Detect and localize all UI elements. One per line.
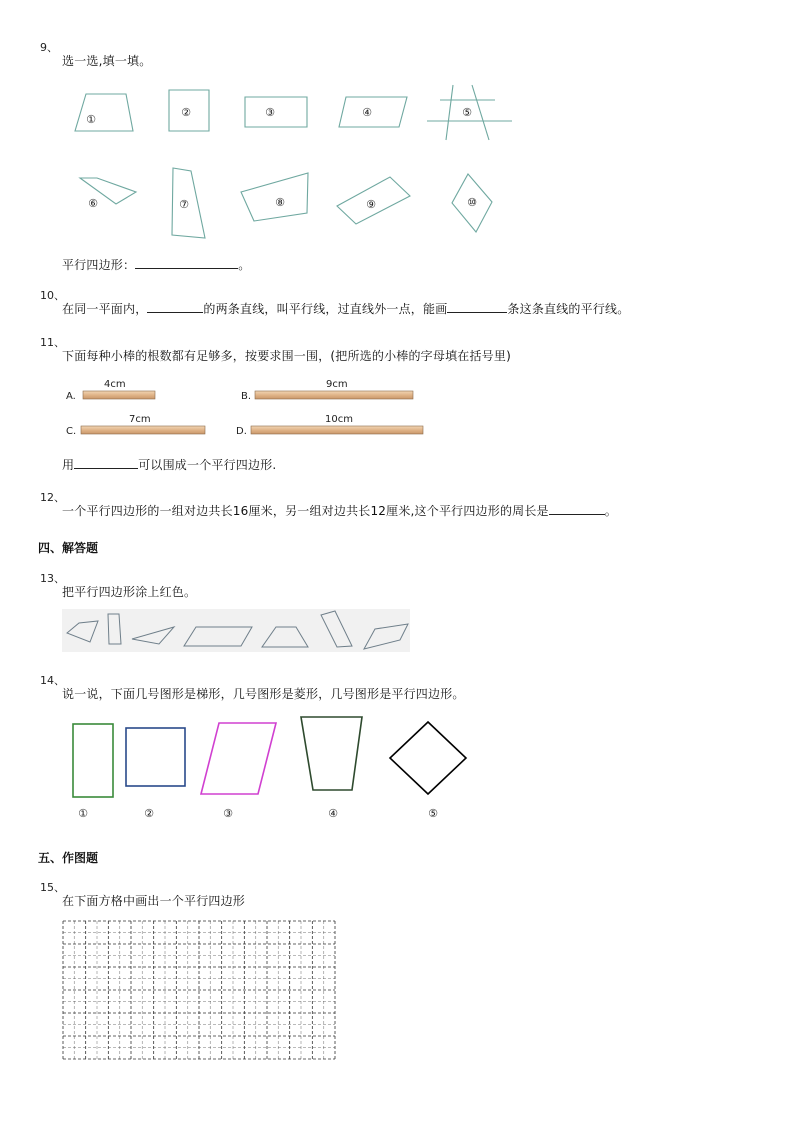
q14-label-1: ① bbox=[78, 807, 88, 820]
q15-dashed-grid[interactable] bbox=[62, 920, 338, 1062]
q10-part1: 在同一平面内， bbox=[62, 302, 148, 316]
q9-label-6: ⑥ bbox=[88, 197, 98, 210]
q10-blank-2[interactable] bbox=[447, 301, 507, 313]
q14-label-4: ④ bbox=[328, 807, 338, 820]
stick-b-length: 9cm bbox=[326, 379, 348, 390]
q14-label-5: ⑤ bbox=[428, 807, 438, 820]
q9-label-1: ① bbox=[86, 113, 96, 126]
q12-prompt: 一个平行四边形的一组对边共长16厘米，另一组对边共长12厘米,这个平行四边形的周长是 bbox=[62, 504, 549, 518]
q9-shape-3 bbox=[245, 97, 307, 127]
q9-answer-prefix: 平行四边形： bbox=[62, 258, 136, 272]
q14-rhombus bbox=[390, 722, 466, 794]
q11-answer-suffix: 可以围成一个平行四边形. bbox=[138, 458, 277, 472]
q10-blank-1[interactable] bbox=[147, 301, 203, 313]
q14-square bbox=[126, 728, 185, 786]
q11-number: 11、 bbox=[40, 336, 65, 349]
q10-part2: 的两条直线，叫平行线，过直线外一点，能画 bbox=[203, 302, 448, 316]
stick-c-letter: C. bbox=[66, 426, 77, 437]
q10-number: 10、 bbox=[40, 289, 65, 302]
q9-label-5: ⑤ bbox=[462, 106, 472, 119]
q10-part3: 条这条直线的平行线。 bbox=[507, 302, 630, 316]
q9-prompt: 选一选,填一填。 bbox=[62, 54, 152, 68]
q13-shapes-figure bbox=[62, 609, 410, 652]
q13-prompt: 把平行四边形涂上红色。 bbox=[62, 585, 197, 599]
q10-text bbox=[62, 300, 629, 317]
q9-shape-4 bbox=[339, 97, 407, 127]
q9-number: 9、 bbox=[40, 41, 58, 54]
stick-a bbox=[83, 391, 155, 399]
q12-blank[interactable] bbox=[549, 503, 605, 515]
q9-label-2: ② bbox=[181, 106, 191, 119]
q14-number: 14、 bbox=[40, 674, 65, 687]
q14-rectangle bbox=[73, 724, 113, 797]
q12-text bbox=[62, 502, 617, 519]
q9-shape-1 bbox=[75, 94, 133, 131]
stick-b-letter: B. bbox=[241, 391, 252, 402]
q12-number: 12、 bbox=[40, 491, 65, 504]
q9-answer-blank[interactable] bbox=[135, 257, 238, 269]
q9-label-10: ⑩ bbox=[467, 196, 477, 209]
q14-label-3: ③ bbox=[223, 807, 233, 820]
section-4-title: 四、解答题 bbox=[38, 541, 99, 555]
q9-label-9: ⑨ bbox=[366, 198, 376, 211]
stick-c-length: 7cm bbox=[129, 414, 151, 425]
q14-parallelogram bbox=[201, 723, 276, 794]
q11-answer-line bbox=[62, 456, 276, 473]
stick-d-letter: D. bbox=[236, 426, 247, 437]
stick-a-length: 4cm bbox=[104, 379, 126, 390]
stick-b bbox=[255, 391, 413, 399]
q15-number: 15、 bbox=[40, 881, 65, 894]
q15-prompt: 在下面方格中画出一个平行四边形 bbox=[62, 894, 246, 908]
stick-d bbox=[251, 426, 423, 434]
q14-shapes-figure bbox=[62, 712, 482, 827]
q9-label-8: ⑧ bbox=[275, 196, 285, 209]
q11-sticks-figure bbox=[62, 375, 432, 441]
q9-label-3: ③ bbox=[265, 106, 275, 119]
q11-answer-prefix: 用 bbox=[62, 458, 75, 472]
q14-label-2: ② bbox=[144, 807, 154, 820]
section-5-title: 五、作图题 bbox=[38, 851, 99, 865]
stick-d-length: 10cm bbox=[325, 414, 353, 425]
q11-answer-blank[interactable] bbox=[74, 457, 138, 469]
q14-trapezoid bbox=[301, 717, 362, 790]
stick-c bbox=[81, 426, 205, 434]
stick-a-letter: A. bbox=[66, 391, 76, 402]
q9-answer-suffix: 。 bbox=[238, 258, 251, 272]
q11-prompt: 下面每种小棒的根数都有足够多，按要求围一围，(把所选的小棒的字母填在括号里) bbox=[62, 349, 511, 363]
q12-suffix: 。 bbox=[604, 504, 617, 518]
q14-prompt: 说一说，下面几号图形是梯形，几号图形是菱形，几号图形是平行四边形。 bbox=[62, 687, 465, 701]
q9-shapes-figure bbox=[55, 80, 525, 250]
q13-number: 13、 bbox=[40, 572, 65, 585]
q9-label-7: ⑦ bbox=[179, 198, 189, 211]
q9-answer-line bbox=[62, 256, 250, 273]
q9-label-4: ④ bbox=[362, 106, 372, 119]
